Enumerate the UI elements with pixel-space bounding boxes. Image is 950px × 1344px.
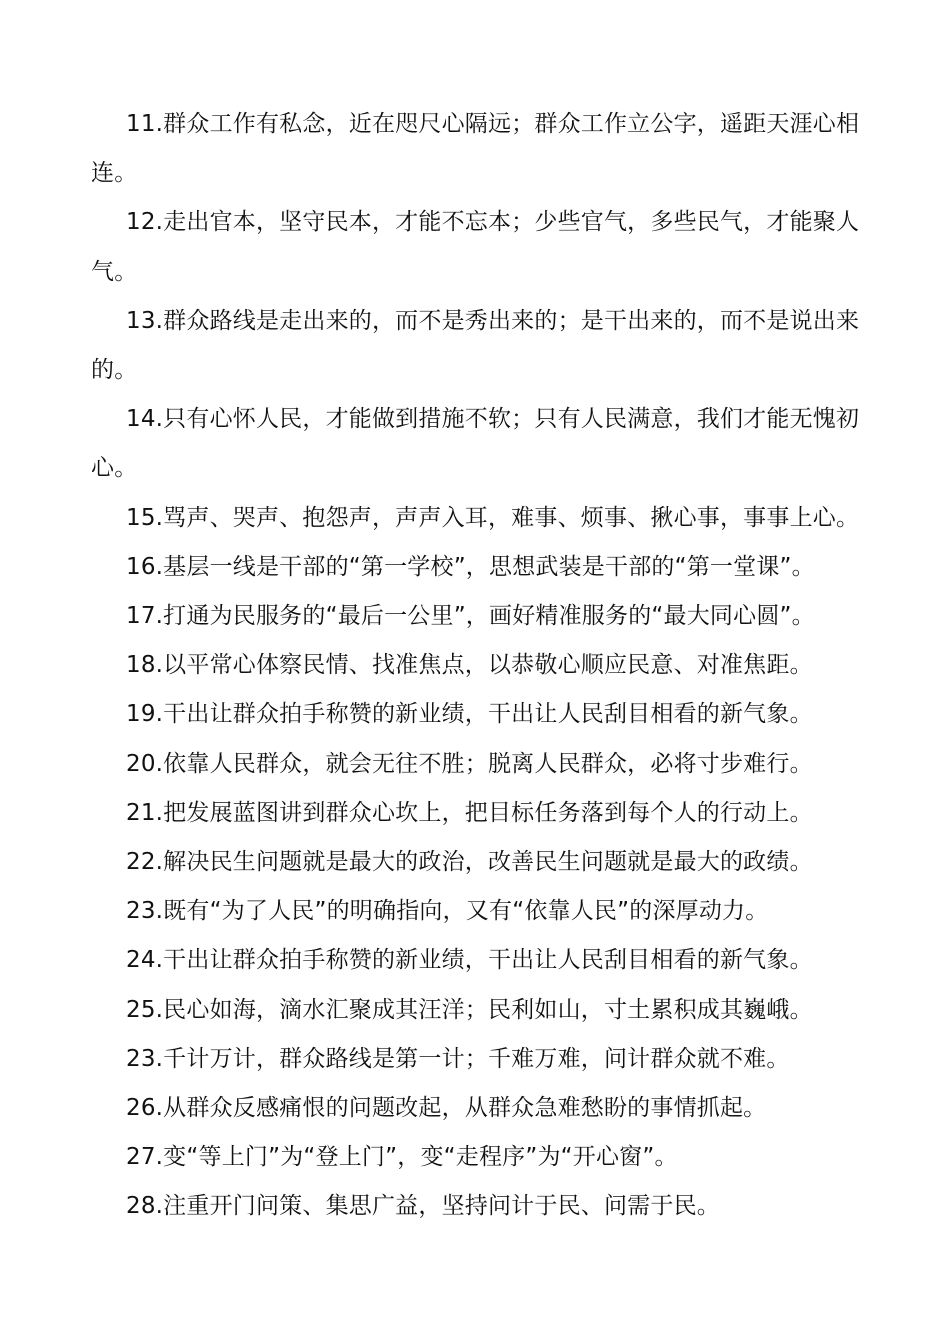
paragraph-23a: 23.既有“为了人民”的明确指向，又有“依靠人民”的深厚动力。 bbox=[126, 898, 769, 925]
paragraph-23b: 23.千计万计，群众路线是第一计；千难万难，问计群众就不难。 bbox=[126, 1045, 790, 1072]
paragraph-11: 11.群众工作有私念，近在咫尺心隔远；群众工作立公字，遥距天涯心相连。 bbox=[91, 111, 860, 187]
paragraph-21: 21.把发展蓝图讲到群众心坎上，把目标任务落到每个人的行动上。 bbox=[126, 799, 813, 826]
paragraph-26: 26.从群众反感痛恨的问题改起，从群众急难愁盼的事情抓起。 bbox=[126, 1095, 767, 1122]
paragraph-12: 12.走出官本，坚守民本，才能不忘本；少些官气，多些民气，才能聚人气。 bbox=[91, 209, 860, 285]
paragraph-15: 15.骂声、哭声、抱怨声，声声入耳，难事、烦事、揪心事，事事上心。 bbox=[126, 504, 860, 531]
paragraph-17: 17.打通为民服务的“最后一公里”，画好精准服务的“最大同心圆”。 bbox=[126, 603, 815, 630]
paragraph-25: 25.民心如海，滴水汇聚成其汪洋；民利如山，寸土累积成其巍峨。 bbox=[126, 996, 813, 1023]
paragraph-13: 13.群众路线是走出来的，而不是秀出来的；是干出来的，而不是说出来的。 bbox=[91, 307, 860, 384]
paragraph-27: 27.变“等上门”为“登上门”，变“走程序”为“开心窗”。 bbox=[126, 1144, 678, 1171]
paragraph-14: 14.只有心怀人民，才能做到措施不软；只有人民满意，我们才能无愧初心。 bbox=[91, 406, 860, 482]
paragraph-20: 20.依靠人民群众，就会无往不胜；脱离人民群众，必将寸步难行。 bbox=[126, 750, 813, 777]
paragraph-28: 28.注重开门问策、集思广益，坚持问计于民、问需于民。 bbox=[126, 1193, 720, 1220]
paragraph-24: 24.干出让群众拍手称赞的新业绩，干出让人民刮目相看的新气象。 bbox=[126, 947, 813, 974]
paragraph-19: 19.干出让群众拍手称赞的新业绩，干出让人民刮目相看的新气象。 bbox=[126, 701, 813, 728]
document-body bbox=[91, 100, 871, 1232]
paragraph-22: 22.解决民生问题就是最大的政治，改善民生问题就是最大的政绩。 bbox=[126, 849, 813, 876]
paragraph-18: 18.以平常心体察民情、找准焦点，以恭敬心顺应民意、对准焦距。 bbox=[126, 652, 813, 679]
paragraph-16: 16.基层一线是干部的“第一学校”，思想武装是干部的“第一堂课”。 bbox=[126, 553, 815, 580]
